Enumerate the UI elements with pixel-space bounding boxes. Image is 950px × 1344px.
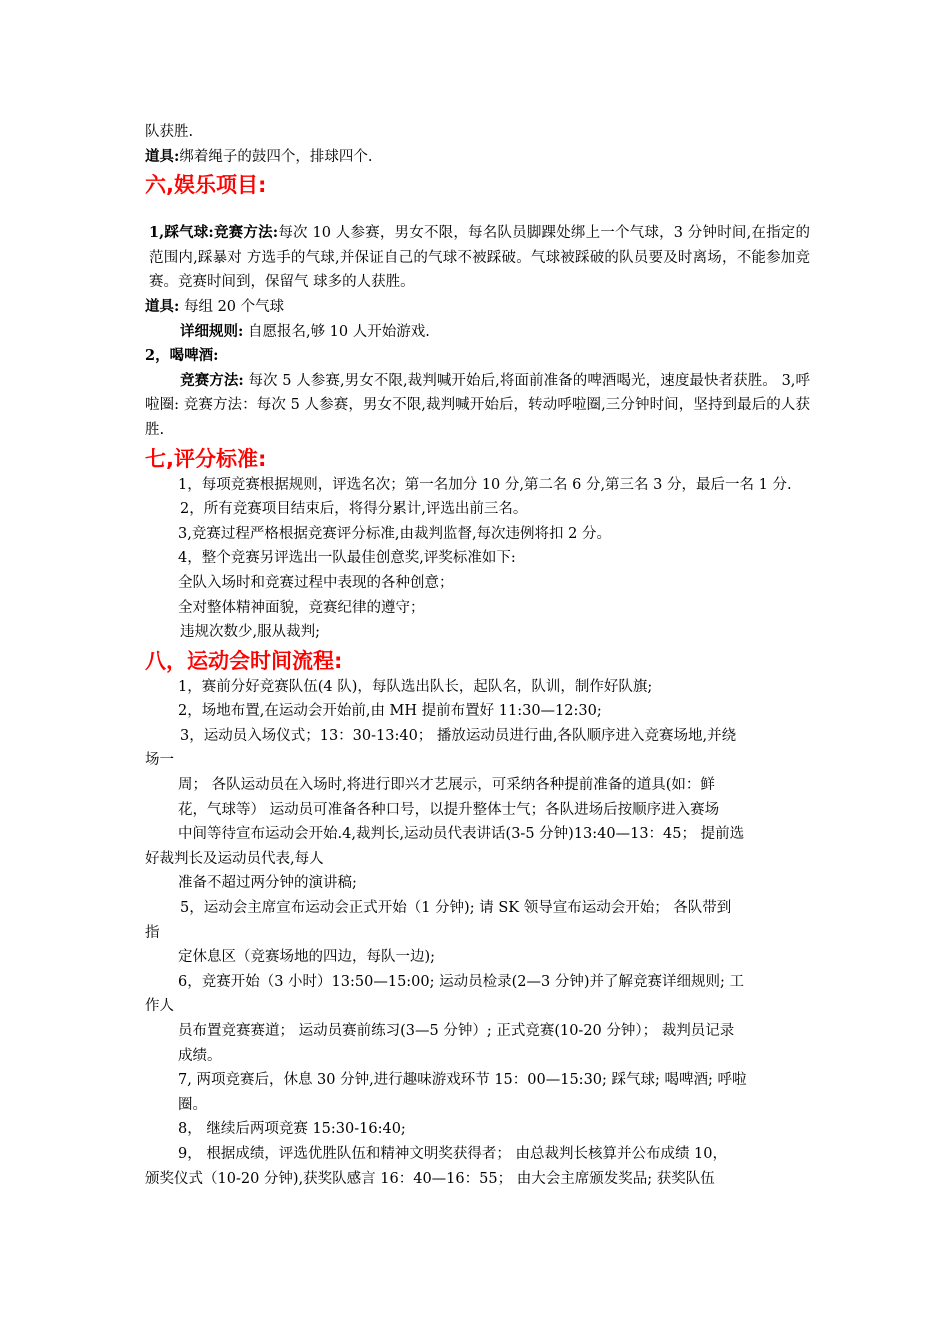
item-2-title: 2，喝啤酒: — [145, 347, 219, 365]
props-label: 道具: — [145, 147, 180, 165]
paragraph: 全对整体精神面貌，竞赛纪律的遵守； — [178, 599, 425, 616]
paragraph: 违规次数少,服从裁判; — [180, 624, 320, 641]
rules-text: 自愿报名,够 10 人开始游戏. — [243, 323, 430, 340]
text-line: 队获胜. — [145, 124, 194, 140]
text-line: 9， 根据成绩，评选优胜队伍和精神文明奖获得者； 由总裁判长核算并公布成绩 10， — [178, 1145, 728, 1162]
item-2-text: 每次 5 人参赛,男女不限,裁判喊开始后,将面前准备的啤酒喝光，速度最快者获胜。 3,呼啦圈: 竞赛方法：每次 5 人参赛，男女不限,裁判喊开始后，转动呼啦圈,三分钟时间，坚持到最后的人获胜. — [145, 372, 810, 438]
section-8-heading: 八，运动会时间流程: — [145, 648, 343, 673]
section-7-heading: 七,评分标准: — [145, 446, 267, 471]
text-line: 周； 各队运动员在入场时,将进行即兴才艺展示，可采纳各种提前准备的道具(如：鲜 — [178, 777, 715, 794]
rules-line — [145, 320, 810, 345]
text-line: 5，运动会主席宣布运动会正式开始（1 分钟); 请 SK 领导宣布运动会开始； 各队带到 — [180, 900, 732, 917]
spacer — [145, 199, 810, 221]
paragraph: 3,竞赛过程严格根据竞赛评分标准,由裁判监督,每次违例将扣 2 分。 — [178, 525, 611, 542]
text-line: 1，赛前分好竞赛队伍(4 队)，每队选出队长，起队名，队训，制作好队旗; — [178, 678, 653, 695]
section-6-heading: 六,娱乐项目: — [145, 173, 267, 198]
text-line: 3，运动员入场仪式；13：30-13:40； 播放运动员进行曲,各队顺序进入竞赛场地,并绕 — [180, 727, 737, 744]
paragraph: 全队入场时和竞赛过程中表现的各种创意； — [178, 574, 454, 591]
text-line: 6，竞赛开始（3 小时）13:50—15:00; 运动员检录(2—3 分钟)并了解竞赛详细规则; 工 — [178, 973, 744, 990]
text-line: 定休息区（竞赛场地的四边，每队一边); — [178, 949, 436, 966]
method-label: 竞赛方法: — [213, 224, 279, 242]
text-line: 7, 两项竞赛后，休息 30 分钟,进行趣味游戏环节 15：00—15:30; 踩气球; 喝啤酒; 呼啦 — [178, 1072, 747, 1089]
text-line: 场一 — [145, 752, 174, 769]
props-text: 绑着绳子的鼓四个，排球四个. — [179, 148, 373, 165]
text-line: 准备不超过两分钟的演讲稿; — [178, 875, 357, 892]
text-line: 员布置竞赛赛道； 运动员赛前练习(3—5 分钟）; 正式竞赛(10-20 分钟）； 裁判员记录 — [178, 1023, 735, 1039]
text-line: 花，气球等） 运动员可准备各种口号，以提升整体士气；各队进场后按顺序进入赛场 — [178, 801, 720, 818]
item-1-text: 每次 10 人参赛，男女不限，每名队员脚踝处绑上一个气球，3 分钟时间,在指定的范围内,踩暴对 方选手的气球,并保证自己的气球不被踩破。气球被踩破的队员要及时离场，不能参加竞赛。竞赛时间到，保留气 球多的人获胜。 — [149, 225, 810, 291]
item-1-title: 1,踩气球: — [149, 224, 214, 242]
text-line: 好裁判长及运动员代表,每人 — [145, 850, 324, 867]
method-label: 竞赛方法: — [180, 371, 244, 389]
props-line — [145, 295, 810, 320]
item-2-paragraph — [145, 369, 810, 443]
paragraph — [145, 473, 810, 498]
text-line: 圈。 — [178, 1096, 207, 1113]
text-line: 颁奖仪式（10-20 分钟),获奖队感言 16：40—16：55； 由大会主席颁发奖品; 获奖队伍 — [145, 1170, 715, 1187]
item-1-paragraph — [145, 221, 810, 295]
text-line: 中间等待宣布运动会开始.4,裁判长,运动员代表讲话(3-5 分钟)13:40—13：45； 提前选 — [178, 826, 745, 843]
text-line: 8， 继续后两项竞赛 15:30-16:40; — [178, 1121, 406, 1138]
text-line: 指 — [145, 924, 160, 941]
props-line — [145, 145, 810, 170]
paragraph: 2，所有竞赛项目结束后，将得分累计,评选出前三名。 — [180, 501, 528, 518]
paragraph-text: 1，每项竞赛根据规则，评选名次；第一名加分 10 分,第二名 6 分,第三名 3 分，最后一名 1 分. — [178, 476, 792, 493]
props-text: 每组 20 个气球 — [179, 298, 285, 315]
props-label: 道具: — [145, 297, 180, 315]
document-page — [145, 120, 810, 1191]
text-line: 2，场地布置,在运动会开始前,由 MH 提前布置好 11:30—12:30; — [178, 703, 602, 720]
text-line: 成绩。 — [178, 1047, 222, 1064]
paragraph: 4，整个竞赛另评选出一队最佳创意奖,评奖标准如下: — [178, 550, 516, 567]
item-2-title-line — [145, 344, 810, 369]
rules-label: 详细规则: — [180, 322, 244, 340]
text-line: 作人 — [145, 998, 174, 1015]
